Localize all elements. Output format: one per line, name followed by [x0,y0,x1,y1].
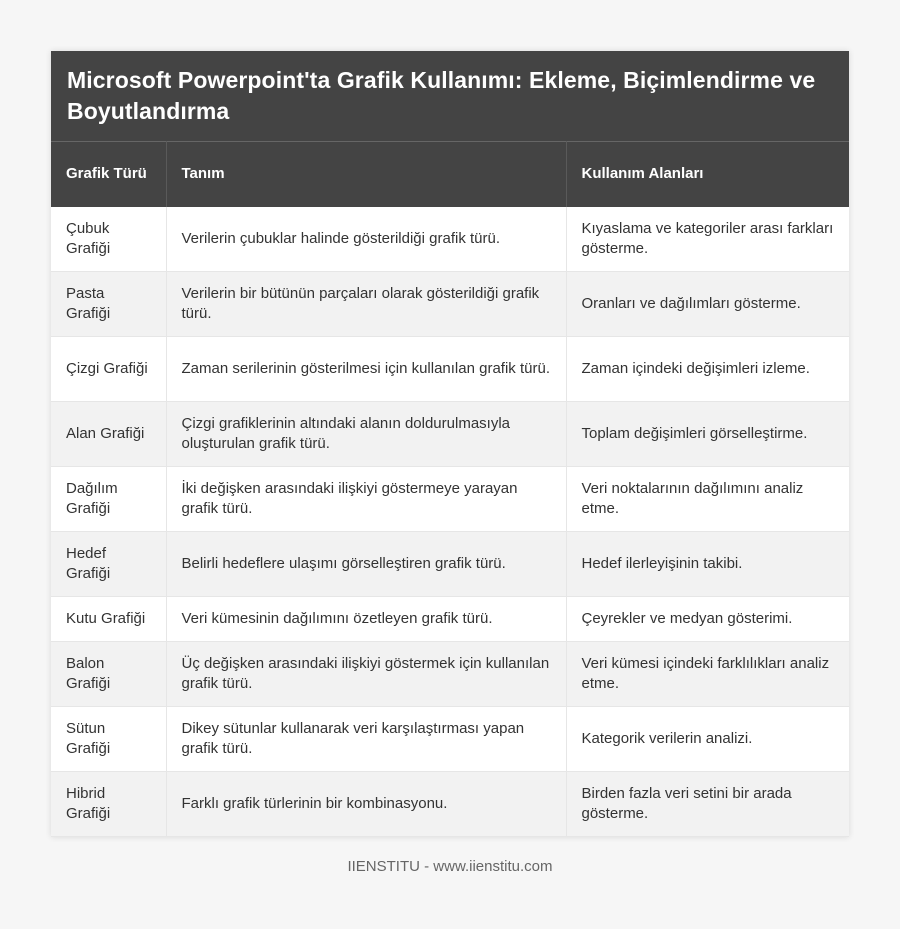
column-header-definition: Tanım [166,142,566,207]
definition-cell: Çizgi grafiklerinin altındaki alanın doldurulmasıyla oluşturulan grafik türü. [166,402,566,467]
usage-cell: Kategorik verilerin analizi. [566,707,849,772]
content-card [51,51,849,837]
chart-type-cell: Hedef Grafiği [51,532,166,597]
definition-cell: Zaman serilerinin gösterilmesi için kullanılan grafik türü. [166,337,566,402]
table-row [51,207,849,272]
column-header-usage: Kullanım Alanları [566,142,849,207]
table-body [51,207,849,837]
chart-type-cell: Sütun Grafiği [51,707,166,772]
table-header-row [51,142,849,207]
usage-cell: Oranları ve dağılımları gösterme. [566,272,849,337]
title-bar [51,51,849,141]
footer-credit: IIENSTITU - www.iienstitu.com [347,858,553,875]
chart-types-table [51,141,849,837]
chart-type-cell: Alan Grafiği [51,402,166,467]
table-row [51,642,849,707]
table-row [51,707,849,772]
chart-type-cell: Pasta Grafiği [51,272,166,337]
definition-cell: Üç değişken arasındaki ilişkiyi göstermek için kullanılan grafik türü. [166,642,566,707]
usage-cell: Veri noktalarının dağılımını analiz etme. [566,467,849,532]
chart-type-cell: Dağılım Grafiği [51,467,166,532]
usage-cell: Kıyaslama ve kategoriler arası farkları gösterme. [566,207,849,272]
page-title: Microsoft Powerpoint'ta Grafik Kullanımı: Ekleme, Biçimlendirme ve Boyutlandırma [67,67,816,124]
usage-cell: Zaman içindeki değişimleri izleme. [566,337,849,402]
table-row [51,772,849,837]
table-row [51,402,849,467]
table-row [51,532,849,597]
definition-cell: Farklı grafik türlerinin bir kombinasyonu. [166,772,566,837]
definition-cell: Veri kümesinin dağılımını özetleyen grafik türü. [166,597,566,642]
table-row [51,337,849,402]
usage-cell: Çeyrekler ve medyan gösterimi. [566,597,849,642]
column-header-chart-type: Grafik Türü [51,142,166,207]
table-header [51,142,849,207]
usage-cell: Hedef ilerleyişinin takibi. [566,532,849,597]
definition-cell: Belirli hedeflere ulaşımı görselleştiren grafik türü. [166,532,566,597]
chart-type-cell: Kutu Grafiği [51,597,166,642]
usage-cell: Toplam değişimleri görselleştirme. [566,402,849,467]
usage-cell: Veri kümesi içindeki farklılıkları analiz etme. [566,642,849,707]
chart-type-cell: Çubuk Grafiği [51,207,166,272]
table-row [51,467,849,532]
table-row [51,272,849,337]
chart-type-cell: Çizgi Grafiği [51,337,166,402]
table-row [51,597,849,642]
chart-type-cell: Balon Grafiği [51,642,166,707]
definition-cell: Verilerin bir bütünün parçaları olarak gösterildiği grafik türü. [166,272,566,337]
usage-cell: Birden fazla veri setini bir arada gösterme. [566,772,849,837]
definition-cell: İki değişken arasındaki ilişkiyi göstermeye yarayan grafik türü. [166,467,566,532]
chart-type-cell: Hibrid Grafiği [51,772,166,837]
definition-cell: Verilerin çubuklar halinde gösterildiği grafik türü. [166,207,566,272]
definition-cell: Dikey sütunlar kullanarak veri karşılaştırması yapan grafik türü. [166,707,566,772]
